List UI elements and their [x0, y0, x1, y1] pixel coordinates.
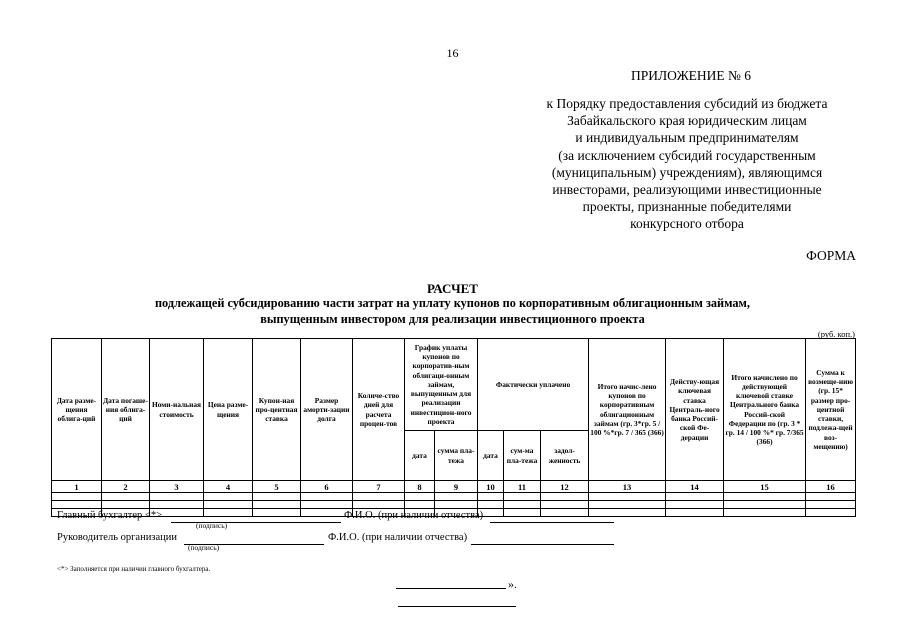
header-nominal-value: Номи-нальная стоимость [150, 339, 204, 481]
page-number: 16 [446, 46, 459, 60]
column-number: 7 [353, 481, 405, 493]
column-number: 12 [541, 481, 589, 493]
header-actual-amount: сум-ма пла-тежа [504, 431, 541, 481]
chief-accountant-label: Главный бухгалтер <*> [57, 510, 163, 521]
column-number: 10 [478, 481, 504, 493]
annex-line: и индивидуальным предпринимателям [575, 130, 799, 146]
column-number: 11 [504, 481, 541, 493]
subtitle-line: выпущенным инвестором для реализации инвестиционного проекта [260, 311, 645, 326]
chief-accountant-fio-label: Ф.И.О. (при наличии отчества) [344, 510, 484, 521]
annex-title: ПРИЛОЖЕНИЕ № 6 [631, 68, 752, 83]
closing-line-2 [398, 606, 516, 607]
column-number: 4 [204, 481, 253, 493]
subtitle-line: подлежащей субсидированию части затрат на уплату купонов по корпоративным облигационным займам, [154, 296, 751, 310]
chief-accountant-fio-line [490, 522, 614, 523]
calculation-table [51, 338, 856, 517]
header-key-rate: Действу-ющая ключевая ставка Централь-ного банка Россий-ской Фе-дерации [666, 339, 724, 481]
annex-line: к Порядку предоставления субсидий из бюджета [546, 96, 828, 111]
document-subtitle [0, 296, 905, 327]
closing-quote: ». [508, 577, 517, 591]
column-number: 15 [724, 481, 806, 493]
chief-accountant-sign-caption: (подпись) [196, 521, 228, 530]
column-numbers-row [52, 481, 856, 493]
header-maturity-date: Дата погаше-ния облига-ций [102, 339, 150, 481]
annex-line: инвесторами, реализующими инвестиционные [552, 182, 822, 198]
column-number: 16 [806, 481, 856, 493]
column-number: 8 [405, 481, 435, 493]
header-debt: задол-женность [541, 431, 589, 481]
header-schedule-group: График уплаты купонов по корпоратив-ным облигаци-онным займам, выпущенным для реализации инвестицион-ного проекта [405, 339, 478, 431]
header-reimbursement: Сумма к возмеще-нию (гр. 15* размер про-центной ставки, подлежа-щей воз-мещению) [806, 339, 856, 481]
column-number: 13 [589, 481, 666, 493]
header-days-count: Количе-ство дней для расчета процен-тов [353, 339, 405, 481]
head-label: Руководитель организации [57, 532, 177, 543]
annex-line: проекты, признанные победителями [582, 199, 792, 215]
column-number: 5 [253, 481, 301, 493]
header-amortization: Размер аморти-зации долга [301, 339, 353, 481]
annex-line: конкурсного отбора [630, 216, 744, 232]
column-number: 6 [301, 481, 353, 493]
column-number: 14 [666, 481, 724, 493]
column-number: 1 [52, 481, 102, 493]
header-total-coupons: Итого начис-лено купонов по корпоративным облигационным займам (гр. 3*гр. 5 / 100 %*гр. 7 / 365 (366) [589, 339, 666, 481]
header-coupon-rate: Купон-ная про-центная ставка [253, 339, 301, 481]
closing-line [396, 588, 506, 589]
header-placement-date: Дата разме-щения облига-ций [52, 339, 102, 481]
table-row [52, 493, 856, 501]
head-sign-caption: (подпись) [188, 543, 220, 552]
annex-line: (за исключением субсидий государственным [558, 147, 816, 163]
header-actual-group: Фактически уплачено [478, 339, 589, 431]
head-fio-label: Ф.И.О. (при наличии отчества) [328, 532, 468, 543]
annex-description [522, 95, 852, 233]
head-fio-line [471, 544, 614, 545]
table-row [52, 501, 856, 509]
units-label: (руб. коп.) [817, 329, 855, 339]
header-schedule-date: дата [405, 431, 435, 481]
form-label: ФОРМА [806, 248, 856, 263]
header-actual-date: дата [478, 431, 504, 481]
column-number: 3 [150, 481, 204, 493]
header-placement-price: Цена разме-щения [204, 339, 253, 481]
annex-line: Забайкальского края юридическим лицам [567, 113, 807, 129]
annex-line: (муниципальным) учреждениям), являющимся [551, 164, 823, 180]
column-number: 2 [102, 481, 150, 493]
document-title: РАСЧЕТ [427, 281, 478, 296]
header-total-key-rate: Итого начислено по действующей ключевой ставке Центрального банка Россий-ской Федерации по (гр. 3 * гр. 14 / 100 %* гр. 7/365 (366) [724, 339, 806, 481]
header-schedule-amount: сумма пла-тежа [435, 431, 478, 481]
column-number: 9 [435, 481, 478, 493]
footnote: <*> Заполняется при наличии главного бухгалтера. [57, 565, 211, 573]
